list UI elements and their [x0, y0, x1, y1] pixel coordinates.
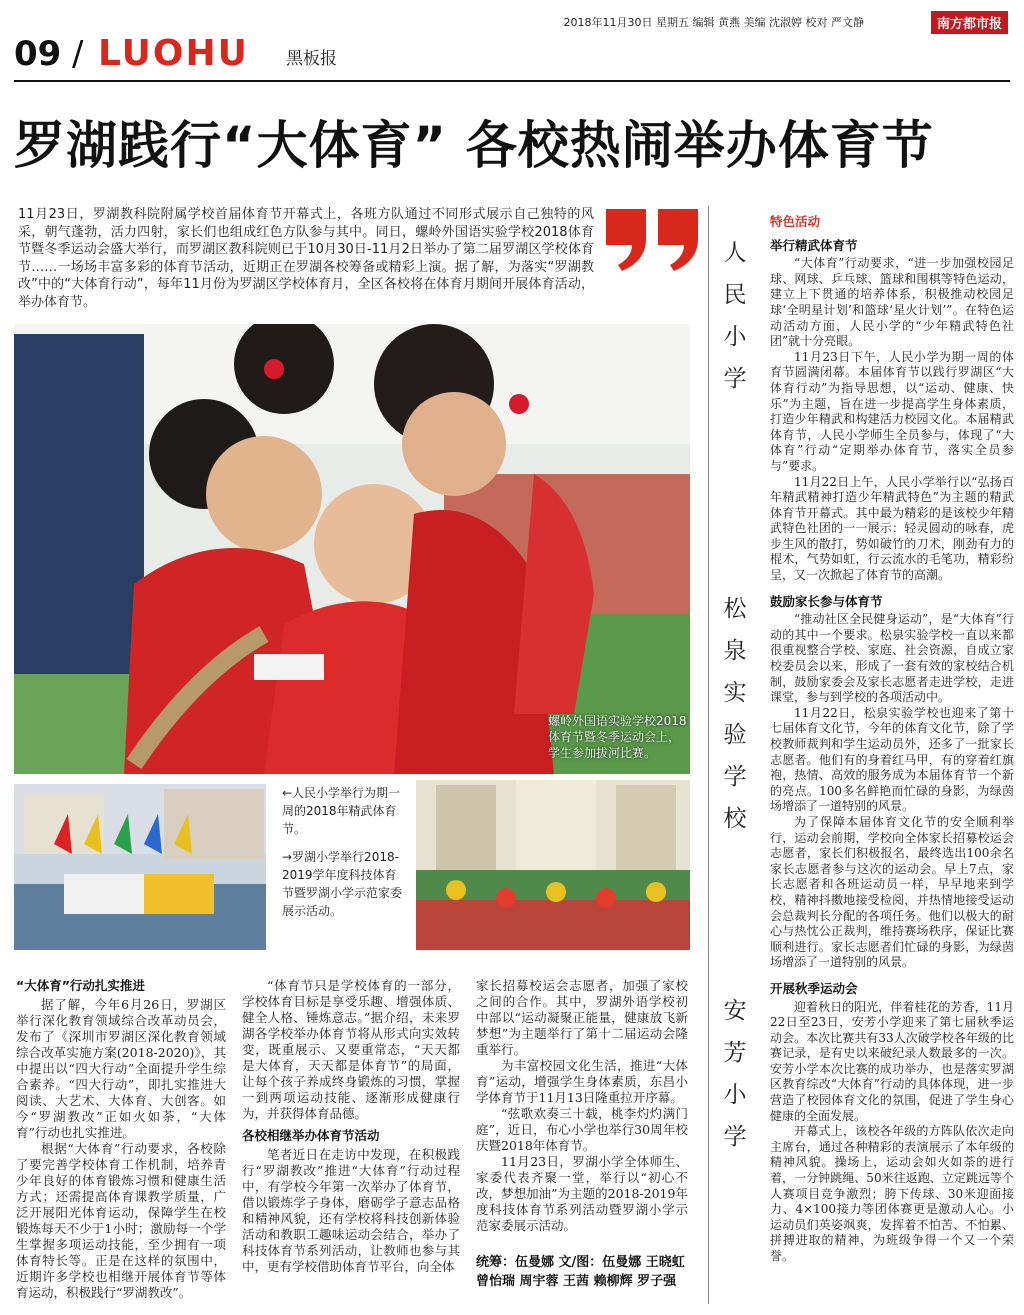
newspaper-logo: 南方都市报 [931, 11, 1008, 34]
credits-line: 统筹：伍曼娜 文/图：伍曼娜 王晓虹 [476, 1255, 685, 1270]
body-paragraph: 笔者近日在走访中发现，在积极践行“罗湖教改”推进“大体育”行动过程中，有学校今年第一次举办了体育节，借以锻炼学子身体，磨砺学子意志品格和精神风貌，还有学校将科技创新体验活动和教职工趣味运动会结合，举办了科技体育节系列活动，让教师也参与其中，更有学校借助体育节平台，向全体 [242, 1147, 460, 1274]
caption-luohu: →罗湖小学举行2018-2019学年度科技体育节暨罗湖小学示范家委展示活动。 [282, 850, 403, 918]
label-char: 小 [723, 324, 747, 350]
body-paragraph: “推动社区全民健身运动”，是“大体育”行动的其中一个要求。松泉实验学校一直以来都很重视整合学校、家庭、社会资源，自成立家校委员会以来，形成了一套有效的家校结合机制，鼓励家委会及家长志愿者走进学校，走进课堂，参与到学校的各项活动中。 [770, 612, 1014, 705]
body-paragraph: 11月22日上午，人民小学举行以“弘扬百年精武精神打造少年精武特色”为主题的精武体育节开幕式。其中最为精彩的是该校少年精武特色社团的一一展示：轻灵圆动的咏春，虎步生风的散打，势如破竹的刀术，刚劲有力的棍术，气势如虹，行云流水的毛笔功，精彩纷呈，又一次掀起了体育节的高潮。 [770, 474, 1014, 583]
body-paragraph: 开幕式上，该校各年级的方阵队依次走向主席台，通过各种精彩的表演展示了本年级的精神风貌。操场上，运动会如火如荼的进行着，一分钟跳绳、50米往返跑、立定跳远等个人赛项目竞争激烈；胯下传球、30米迎面接力、4×100接力等团体赛更是激动人心。小运动员们英姿飒爽，发挥着不怕苦、不怕累、拼搏进取的精神，为班级争得一个又一个荣誉。 [770, 1124, 1014, 1263]
label-char: 小 [723, 1082, 747, 1108]
photo-renmin-parade [14, 784, 266, 950]
page-slash: / [72, 34, 84, 74]
body-paragraph: 为了保障本届体育文化节的安全顺利举行，运动会前期，学校向全体家长招募校运会志愿者，家长们积极报名，最终选出100余名家长志愿者参与这次的运动会。早上7点，家长志愿者和各班运动员一样，早早地来到学校，精神抖擞地接受检阅，并热情地接受运动会总裁判长分配的各项任务。他们以极大的耐心与热忱公正裁判，维持赛场秩序，保证比赛顺利进行。家长志愿者们忙碌的身影，为绿茵场增添了一道特别的风景。 [770, 814, 1014, 970]
label-renmin-school [718, 232, 752, 400]
label-char: 安 [723, 998, 747, 1024]
body-paragraph: 11月23日下午，人民小学为期一周的体育节圆满闭幕。本届体育节以践行罗湖区“大体育行动”为指导思想，以“运动、健康、快乐”为主题，旨在进一步提高学生身体素质，打造少年精武和构建活力校园文化。本届精武体育节，人民小学师生全员参与，体现了“大体育”行动“定期举办体育节，落实全员参与”要求。 [770, 349, 1014, 473]
header-rule [14, 80, 1010, 82]
label-char: 松 [723, 596, 747, 622]
section-title: LUOHU [98, 33, 249, 74]
body-column-1 [16, 978, 226, 1301]
page-number: 09 [14, 34, 62, 74]
column-divider [708, 206, 709, 1304]
body-paragraph: 根据“大体育”行动要求，各校除了要完善学校体育工作机制，培养青少年良好的体育锻炼习惯和健康生活方式；还需提高体育课教学质量，广泛开展阳光体育运动，保障学生在校锻炼每天不少于1小时；激励每一个学生掌握多项运动技能，至少拥有一项体育特长等。正是在这样的氛围中，近期许多学校也相继开展体育节等体育运动，积极践行“罗湖教改”。 [16, 1141, 226, 1300]
body-paragraph: “弦歌欢奏三十载，桃李灼灼满门庭”，近日，布心小学也举行30周年校庆暨2018年体育节。 [476, 1106, 688, 1153]
kicker-featured-activities: 特色活动 [770, 214, 821, 229]
label-songquan-school [718, 588, 752, 840]
body-paragraph: 为丰富校园文化生活，推进“大体育”运动，增强学生身体素质，东昌小学体育节于11月13日隆重拉开序幕。 [476, 1058, 688, 1105]
subhead-schools-hold: 各校相继举办体育节活动 [242, 1128, 380, 1143]
main-photo-caption: 螺岭外国语实验学校2018体育节暨冬季运动会上，学生参加拔河比赛。 [548, 714, 687, 760]
section-subtitle: 黑板报 [286, 49, 337, 69]
right-column [770, 214, 1014, 1265]
subhead-parents: 鼓励家长参与体育节 [770, 593, 883, 609]
subhead-autumn-games: 开展秋季运动会 [770, 980, 858, 996]
main-photo-tug-of-war [14, 324, 690, 774]
label-anfang-school [718, 990, 752, 1158]
label-char: 校 [723, 806, 747, 832]
body-paragraph: “体育节只是学校体育的一部分，学校体育目标是享受乐趣、增强体质、健全人格、锤炼意志。”据介绍，未来罗湖各学校举办体育节将从形式向实效转变，既重展示、又要重常态，“天天都是大体育，天天都是体育节”的局面，让每个孩子养成终身锻炼的习惯，掌握一到两项运动技能、逐渐形成健康行为，并获得体育品德。 [242, 978, 460, 1121]
label-char: 验 [723, 722, 747, 748]
body-paragraph: 11月22日，松泉实验学校也迎来了第十七届体育文化节，今年的体育文化节，除了学校教师裁判和学生运动员外，还多了一批家长志愿者。他们有的身着红马甲，有的穿着红旗袍，热情、高效的服务成为本届体育节一个新的亮点。100多名鲜艳而忙碌的身影，为绿茵场增添了一道特别的风景。 [770, 705, 1014, 814]
subhead-jingwu: 举行精武体育节 [770, 237, 858, 253]
credits-line: 曾怡瑞 周宇蓉 王茜 赖柳辉 罗子强 [476, 1274, 677, 1289]
body-column-2 [242, 978, 460, 1275]
credits [476, 1253, 706, 1291]
label-char: 实 [723, 680, 747, 706]
body-column-3 [476, 978, 688, 1234]
subhead-big-sports: “大体育”行动扎实推进 [16, 978, 145, 993]
quote-mark-icon [598, 203, 708, 273]
label-char: 民 [723, 282, 747, 308]
body-paragraph: 迎着秋日的阳光，伴着桂花的芳香，11月22日至23日，安芳小学迎来了第七届秋季运动会。本次比赛共有33人次破学校各年级的比赛记录，是有史以来破纪录人数最多的一次。安芳小学本次比赛的成功举办，也是落实罗湖区教育综改“大体育”行动的具体体现，进一步营造了校园体育文化的氛围，促进了学生身心健康的全面发展。 [770, 999, 1014, 1123]
label-char: 学 [723, 366, 747, 392]
label-char: 人 [723, 240, 747, 266]
lead-paragraph: 11月23日，罗湖教科院附属学校首届体育节开幕式上，各班方队通过不同形式展示自己独特的风采，朝气蓬勃，活力四射，家长们也组成红色方队参与其中。同日，螺岭外国语实验学校2018体育节暨冬季运动会盛大举行，而罗湖区教科院则已于10月30日-11月2日举办了第二届罗湖区学校体育节……一场场丰富多彩的体育节活动，近期正在罗湖各校筹备或精彩上演。据了解，为落实“罗湖教改”中的“大体育行动”，每年11月份为罗湖区学校体育月，全区各校将在体育月期间开展体育活动，举办体育节。 [18, 207, 594, 310]
issue-meta: 2018年11月30日 星期五 编辑 黄燕 美编 沈淑婷 校对 严文静 [563, 16, 864, 29]
caption-renmin: ←人民小学举行为期一周的2018年精武体育节。 [282, 786, 401, 836]
body-paragraph: “大体育”行动要求，“进一步加强校园足球、网球、乒乓球、篮球和围棋等特色运动，建立上下贯通的培养体系，积极推动校园足球‘全明星计划’和篮球‘星火计划’”。在特色运动活动方面，人民小学的“少年精武特色社团”就十分亮眼。 [770, 256, 1014, 349]
body-paragraph: 11月23日，罗湖小学全体师生、家委代表齐聚一堂，举行以“初心不改，梦想加油”为主题的2018-2019年度科技体育节系列活动暨罗湖小学示范家委展示活动。 [476, 1154, 688, 1233]
label-char: 芳 [723, 1040, 747, 1066]
label-char: 学 [723, 764, 747, 790]
headline: 罗湖践行“大体育” 各校热闹举办体育节 [14, 117, 934, 176]
body-paragraph: 据了解，今年6月26日，罗湖区举行深化教育领域综合改革动员会，发布了《深圳市罗湖区深化教育领域综合改革实施方案(2018-2020)》，其中提出以“四大行动”全面提升学生综合素养。“四大行动”，即扎实推进大阅读、大艺术、大体育、大创客。如今“罗湖教改”正如火如荼，“大体育”行动也扎实推进。 [16, 997, 226, 1140]
photo-luohu-performance [416, 780, 690, 950]
body-paragraph: 家长招募校运会志愿者，加强了家校之间的合作。其中，罗湖外语学校初中部以“运动凝聚正能量，健康放飞新梦想”为主题举行了第十二届运动会隆重举行。 [476, 978, 688, 1057]
masthead [0, 0, 1024, 36]
label-char: 泉 [723, 638, 747, 664]
label-char: 学 [723, 1124, 747, 1150]
